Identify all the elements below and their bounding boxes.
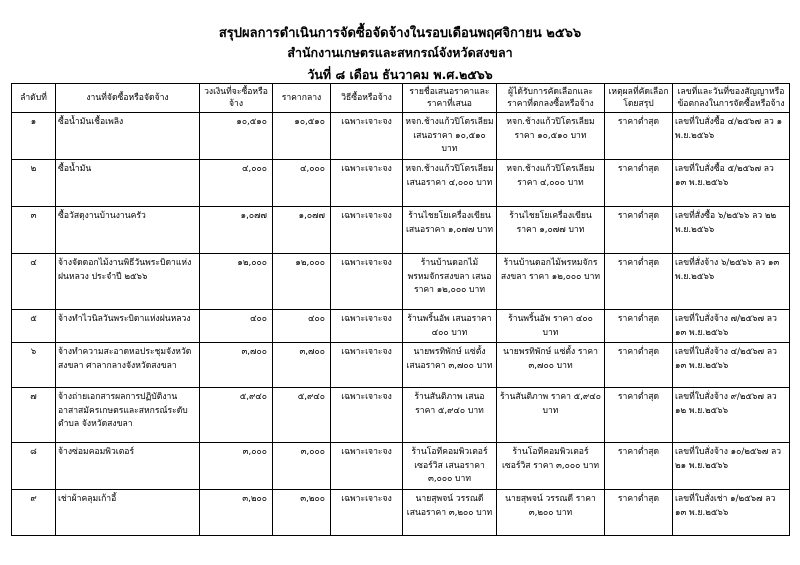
row-number: ๖ — [12, 343, 56, 388]
row-number: ๑ — [12, 113, 56, 160]
report-date: วันที่ ๘ เดือน ธันวาคม พ.ศ.๒๕๖๖ — [307, 67, 493, 82]
selected-vendor: นายพรทิพักษ์ แซ่ตั้ง ราคา ๓,๗๐๐ บาท — [497, 343, 605, 388]
budget-amount: ๓,๐๐๐ — [200, 443, 273, 490]
work-description: ซื้อน้ำมันเชื้อเพลิง — [56, 113, 200, 160]
reference-price: ๓,๐๐๐ — [273, 443, 331, 490]
budget-amount: ๑๐,๕๑๐ — [200, 113, 273, 160]
procurement-method: เฉพาะเจาะจง — [331, 160, 403, 207]
procurement-method: เฉพาะเจาะจง — [331, 113, 403, 160]
col-header-selected: ผู้ได้รับการคัดเลือกและราคาที่ตกลงซื้อหรือจ้าง — [497, 84, 605, 113]
procurement-method: เฉพาะเจาะจง — [331, 490, 403, 536]
row-number: ๔ — [12, 254, 56, 310]
selected-vendor: นายสุพจน์ วรรณดี ราคา ๓,๒๐๐ บาท — [497, 490, 605, 536]
table-row — [12, 207, 790, 254]
procurement-method: เฉพาะเจาะจง — [331, 254, 403, 310]
contract-reference: เลขที่สั่งจ้าง ๖/๒๕๖๖ ลว ๑๓ พ.ย.๒๕๖๖ — [673, 254, 790, 310]
table-row — [12, 443, 790, 490]
bidders-and-offer: ร้านสันติภาพ เสนอราคา ๕,๙๔๐ บาท — [403, 388, 497, 443]
selected-vendor: ร้านโอทีคอมพิวเตอร์ เซอร์วิส ราคา ๓,๐๐๐ บาท — [497, 443, 605, 490]
col-header-contract: เลขที่และวันที่ของสัญญาหรือข้อตกลงในการจัดซื้อหรือจ้าง — [673, 84, 790, 113]
procurement-table — [11, 83, 790, 536]
table-row — [12, 343, 790, 388]
bidders-and-offer: ร้านพริ้นอัพ เสนอราคา ๔๐๐ บาท — [403, 310, 497, 343]
selected-vendor: ร้านสันติภาพ ราคา ๕,๙๔๐ บาท — [497, 388, 605, 443]
selection-reason: ราคาต่ำสุด — [605, 113, 673, 160]
procurement-method: เฉพาะเจาะจง — [331, 310, 403, 343]
selection-reason: ราคาต่ำสุด — [605, 443, 673, 490]
work-description: ซื้อน้ำมัน — [56, 160, 200, 207]
contract-reference: เลขที่ใบสั่งจ้าง ๙/๒๕๖๗ ลว ๑๒ พ.ย.๒๕๖๖ — [673, 388, 790, 443]
selection-reason: ราคาต่ำสุด — [605, 207, 673, 254]
budget-amount: ๔,๐๐๐ — [200, 160, 273, 207]
selection-reason: ราคาต่ำสุด — [605, 310, 673, 343]
col-header-ref-price: ราคากลาง — [273, 84, 331, 113]
col-header-budget: วงเงินที่จะซื้อหรือจ้าง — [200, 84, 273, 113]
row-number: ๗ — [12, 388, 56, 443]
row-number: ๕ — [12, 310, 56, 343]
budget-amount: ๑๒,๐๐๐ — [200, 254, 273, 310]
reference-price: ๔,๐๐๐ — [273, 160, 331, 207]
col-header-method: วิธีซื้อหรือจ้าง — [331, 84, 403, 113]
budget-amount: ๑,๐๗๗ — [200, 207, 273, 254]
selected-vendor: หจก.ช้างแก้วปิโตรเลียม ราคา ๑๐,๕๑๐ บาท — [497, 113, 605, 160]
bidders-and-offer: นายสุพจน์ วรรณดี เสนอราคา ๓,๒๐๐ บาท — [403, 490, 497, 536]
procurement-method: เฉพาะเจาะจง — [331, 443, 403, 490]
budget-amount: ๓,๒๐๐ — [200, 490, 273, 536]
bidders-and-offer: หจก.ช้างแก้วปิโตรเลียม เสนอราคา ๑๐,๕๑๐ บาท — [403, 113, 497, 160]
work-description: ซื้อวัสดุงานบ้านงานครัว — [56, 207, 200, 254]
contract-reference: เลขที่สั่งซื้อ ๖/๒๕๖๖ ลว ๒๒ พ.ย.๒๕๖๖ — [673, 207, 790, 254]
reference-price: ๑,๐๗๗ — [273, 207, 331, 254]
contract-reference: เลขที่ใบสั่งซื้อ ๔/๒๕๖๗ ลว ๑ พ.ย.๒๕๖๖ — [673, 113, 790, 160]
budget-amount: ๕,๙๔๐ — [200, 388, 273, 443]
selection-reason: ราคาต่ำสุด — [605, 388, 673, 443]
reference-price: ๔๐๐ — [273, 310, 331, 343]
table-row — [12, 490, 790, 536]
bidders-and-offer: หจก.ช้างแก้วปิโตรเลียม เสนอราคา ๔,๐๐๐ บาท — [403, 160, 497, 207]
bidders-and-offer: ร้านโอทีคอมพิวเตอร์ เซอร์วิส เสนอราคา ๓,๐๐๐ บาท — [403, 443, 497, 490]
row-number: ๙ — [12, 490, 56, 536]
budget-amount: ๔๐๐ — [200, 310, 273, 343]
budget-amount: ๓,๗๐๐ — [200, 343, 273, 388]
selection-reason: ราคาต่ำสุด — [605, 254, 673, 310]
table-row — [12, 113, 790, 160]
reference-price: ๑๒,๐๐๐ — [273, 254, 331, 310]
work-description: จ้างซ่อมคอมพิวเตอร์ — [56, 443, 200, 490]
col-header-no: ลำดับที่ — [12, 84, 56, 113]
selected-vendor: หจก.ช้างแก้วปิโตรเลียม ราคา ๔,๐๐๐ บาท — [497, 160, 605, 207]
selected-vendor: ร้านไชยโยเครื่องเขียน ราคา ๑,๐๗๗ บาท — [497, 207, 605, 254]
procurement-method: เฉพาะเจาะจง — [331, 343, 403, 388]
bidders-and-offer: นายพรทิพักษ์ แซ่ตั้ง เสนอราคา ๓,๗๐๐ บาท — [403, 343, 497, 388]
reference-price: ๕,๙๔๐ — [273, 388, 331, 443]
work-description: จ้างจัดดอกไม้งานพิธีวันพระบิดาแห่งฝนหลวง ประจำปี ๒๕๖๖ — [56, 254, 200, 310]
table-header-row — [12, 84, 790, 113]
contract-reference: เลขที่ใบสั่งซื้อ ๕/๒๕๖๗ ลว ๑๓ พ.ย.๒๕๖๖ — [673, 160, 790, 207]
table-row — [12, 310, 790, 343]
contract-reference: เลขที่ใบสั่งจ้าง ๑๐/๒๕๖๗ ลว ๒๑ พ.ย.๒๕๖๖ — [673, 443, 790, 490]
row-number: ๓ — [12, 207, 56, 254]
work-description: จ้างทำไวนิลวันพระบิดาแห่งฝนหลวง — [56, 310, 200, 343]
col-header-reason: เหตุผลที่คัดเลือกโดยสรุป — [605, 84, 673, 113]
table-row — [12, 254, 790, 310]
reference-price: ๑๐,๕๑๐ — [273, 113, 331, 160]
col-header-bidders: รายชื่อเสนอราคาและราคาที่เสนอ — [403, 84, 497, 113]
table-row — [12, 388, 790, 443]
procurement-method: เฉพาะเจาะจง — [331, 207, 403, 254]
selection-reason: ราคาต่ำสุด — [605, 160, 673, 207]
work-description: จ้างทำความสะอาดหอประชุมจังหวัดสงขลา ศาลากลางจังหวัดสงขลา — [56, 343, 200, 388]
contract-reference: เลขที่ใบสั่งเช่า ๑/๒๕๖๗ ลว ๑๓ พ.ย.๒๕๖๖ — [673, 490, 790, 536]
report-title: สรุปผลการดำเนินการจัดซื้อจัดจ้างในรอบเดือนพฤศจิกายน ๒๕๖๖ — [218, 26, 582, 41]
procurement-method: เฉพาะเจาะจง — [331, 388, 403, 443]
row-number: ๒ — [12, 160, 56, 207]
bidders-and-offer: ร้านไชยโยเครื่องเขียน เสนอราคา ๑,๐๗๗ บาท — [403, 207, 497, 254]
row-number: ๘ — [12, 443, 56, 490]
reference-price: ๓,๗๐๐ — [273, 343, 331, 388]
selected-vendor: ร้านบ้านดอกไม้พรหมจักรสงขลา ราคา ๑๒,๐๐๐ บาท — [497, 254, 605, 310]
selection-reason: ราคาต่ำสุด — [605, 490, 673, 536]
agency-name: สำนักงานเกษตรและสหกรณ์จังหวัดสงขลา — [287, 45, 513, 60]
selection-reason: ราคาต่ำสุด — [605, 343, 673, 388]
contract-reference: เลขที่ใบสั่งจ้าง ๗/๒๕๖๗ ลว ๑๓ พ.ย.๒๕๖๖ — [673, 310, 790, 343]
bidders-and-offer: ร้านบ้านดอกไม้พรหมจักรสงขลา เสนอราคา ๑๒,๐๐๐ บาท — [403, 254, 497, 310]
reference-price: ๓,๒๐๐ — [273, 490, 331, 536]
work-description: เช่าผ้าคลุมเก้าอี้ — [56, 490, 200, 536]
col-header-work: งานที่จัดซื้อหรือจัดจ้าง — [56, 84, 200, 113]
contract-reference: เลขที่ใบสั่งจ้าง ๔/๒๕๖๗ ลว ๑๓ พ.ย.๒๕๖๖ — [673, 343, 790, 388]
work-description: จ้างถ่ายเอกสารผลการปฏิบัติงานอาสาสมัครเกษตรและสหกรณ์ระดับตำบล จังหวัดสงขลา — [56, 388, 200, 443]
selected-vendor: ร้านพริ้นอัพ ราคา ๔๐๐ บาท — [497, 310, 605, 343]
table-row — [12, 160, 790, 207]
